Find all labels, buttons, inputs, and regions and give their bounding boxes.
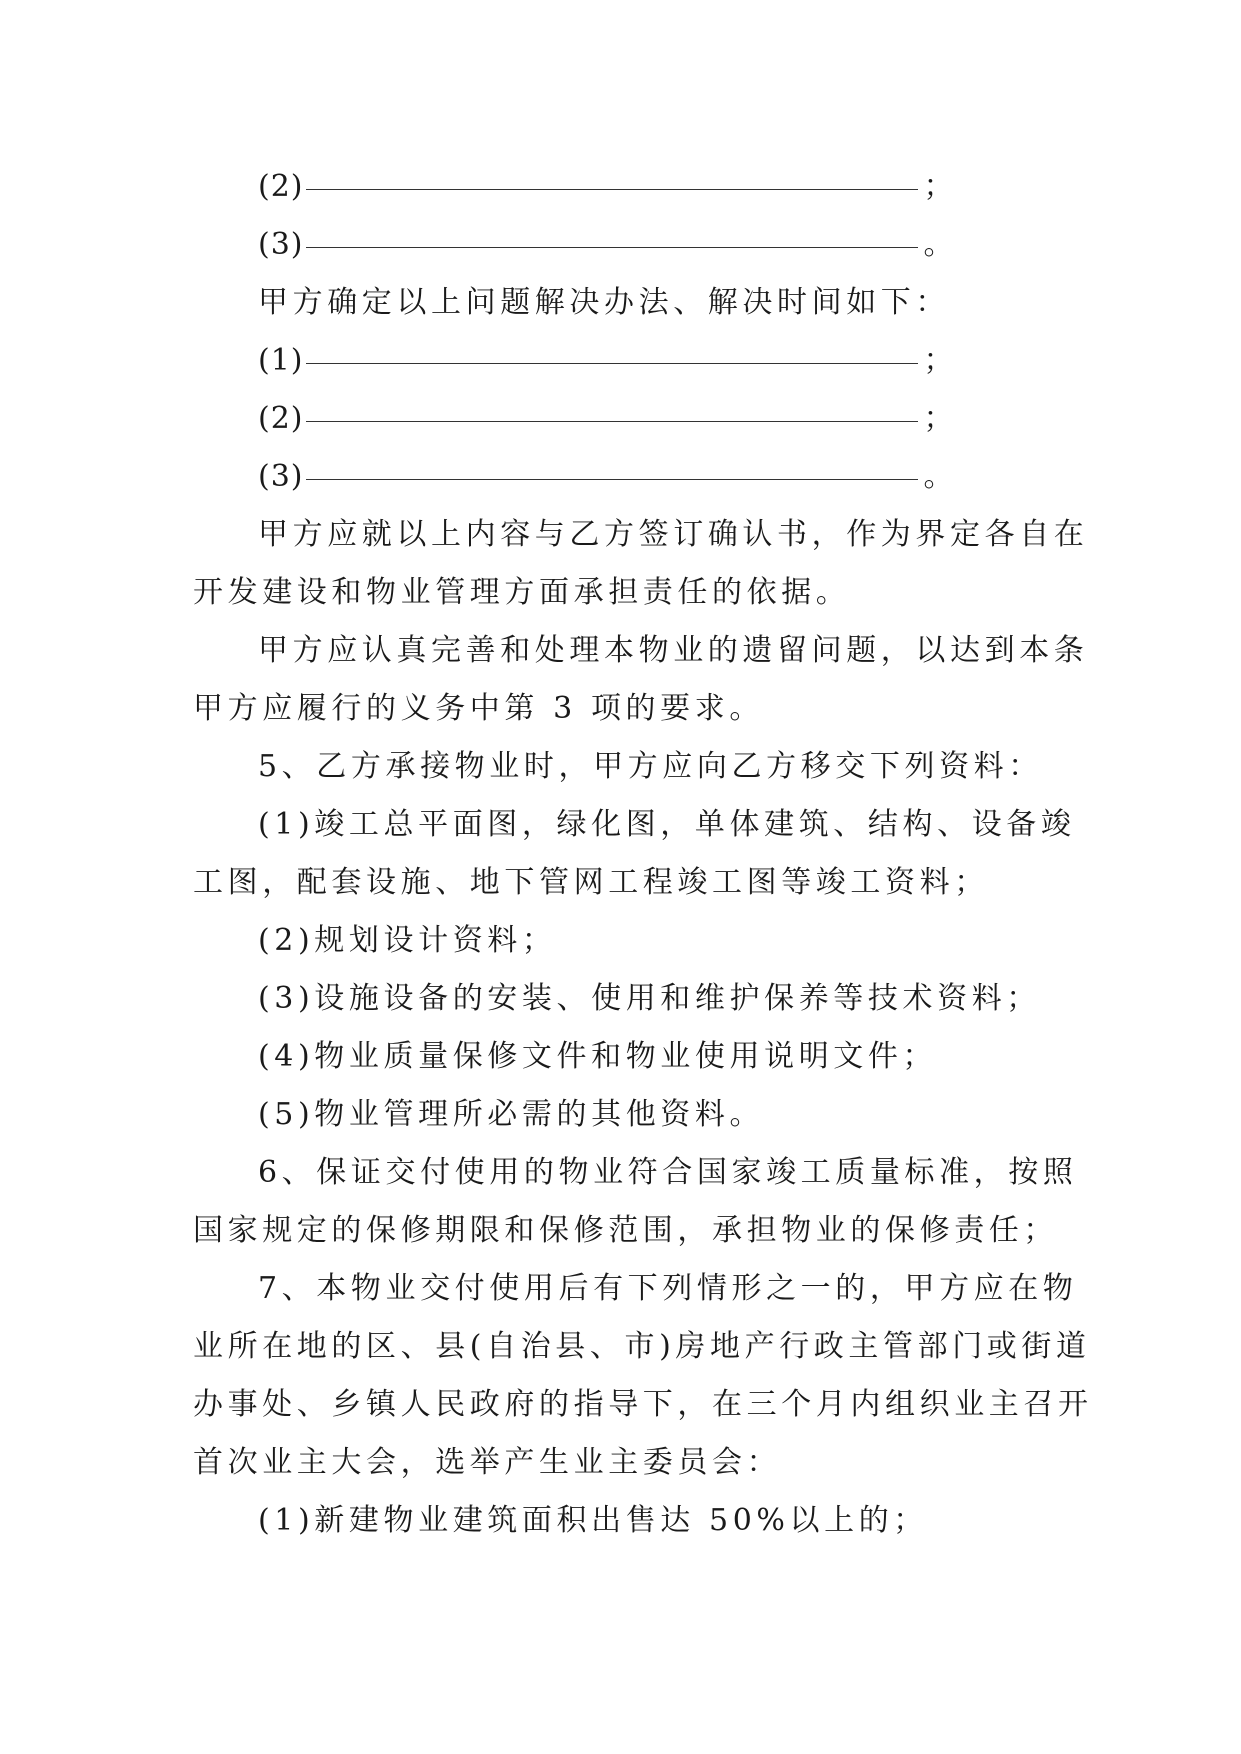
- item-5-sub-2: (2)规划设计资料；: [258, 923, 557, 958]
- blank-item-punctuation: 。: [923, 459, 954, 494]
- item-7-line: 7、本物业交付使用后有下列情形之一的，甲方应在物: [258, 1271, 1078, 1306]
- blank-item-punctuation: ；: [923, 343, 954, 378]
- item-7-line: 办事处、乡镇人民政府的指导下，在三个月内组织业主召开: [193, 1387, 1093, 1422]
- blank-underline: [306, 247, 918, 248]
- item-5-title: 5、乙方承接物业时，甲方应向乙方移交下列资料：: [258, 749, 1043, 784]
- item-5-sub-3: (3)设施设备的安装、使用和维护保养等技术资料；: [258, 981, 1041, 1016]
- blank-item-2: [193, 390, 1055, 448]
- blank-item-3: [193, 448, 1055, 506]
- blank-item-1: [193, 332, 1055, 390]
- item-6-line: 国家规定的保修期限和保修范围，承担物业的保修责任；: [193, 1213, 1058, 1248]
- blank-item-3: [193, 216, 1055, 274]
- item-5-sub-5: (5)物业管理所必需的其他资料。: [258, 1097, 765, 1132]
- blank-item-number: (3): [258, 459, 304, 494]
- blank-item-number: (2): [258, 401, 304, 436]
- document-body: [193, 158, 1093, 1550]
- item-5-sub-1-line: 工图，配套设施、地下管网工程竣工图等竣工资料；: [193, 865, 989, 900]
- blank-underline: [306, 421, 918, 422]
- item-6-line: 6、保证交付使用的物业符合国家竣工质量标准，按照: [258, 1155, 1078, 1190]
- paragraph-confirm-line: 甲方应就以上内容与乙方签订确认书，作为界定各自在: [258, 517, 1089, 552]
- item-5-sub-1-line: (1)竣工总平面图，绿化图，单体建筑、结构、设备竣: [258, 807, 1076, 842]
- blank-item-number: (1): [258, 343, 304, 378]
- blank-item-punctuation: 。: [923, 227, 954, 262]
- paragraph-confirm-line: 开发建设和物业管理方面承担责任的依据。: [193, 575, 851, 610]
- blank-underline: [306, 363, 918, 364]
- blank-item-2: [193, 158, 1055, 216]
- paragraph-resolution-intro: 甲方确定以上问题解决办法、解决时间如下：: [258, 285, 950, 320]
- blank-underline: [306, 189, 918, 190]
- paragraph-remedy-line: 甲方应履行的义务中第 3 项的要求。: [193, 691, 764, 726]
- item-7-sub-1: (1)新建物业建筑面积出售达 50%以上的；: [258, 1503, 928, 1538]
- blank-underline: [306, 479, 918, 480]
- blank-item-punctuation: ；: [923, 401, 954, 436]
- blank-item-number: (2): [258, 169, 304, 204]
- paragraph-remedy-line: 甲方应认真完善和处理本物业的遗留问题，以达到本条: [258, 633, 1089, 668]
- item-7-line: 业所在地的区、县(自治县、市)房地产行政主管部门或街道: [193, 1329, 1091, 1364]
- blank-item-punctuation: ；: [923, 169, 954, 204]
- blank-item-number: (3): [258, 227, 304, 262]
- item-5-sub-4: (4)物业质量保修文件和物业使用说明文件；: [258, 1039, 938, 1074]
- item-7-line: 首次业主大会，选举产生业主委员会：: [193, 1445, 782, 1480]
